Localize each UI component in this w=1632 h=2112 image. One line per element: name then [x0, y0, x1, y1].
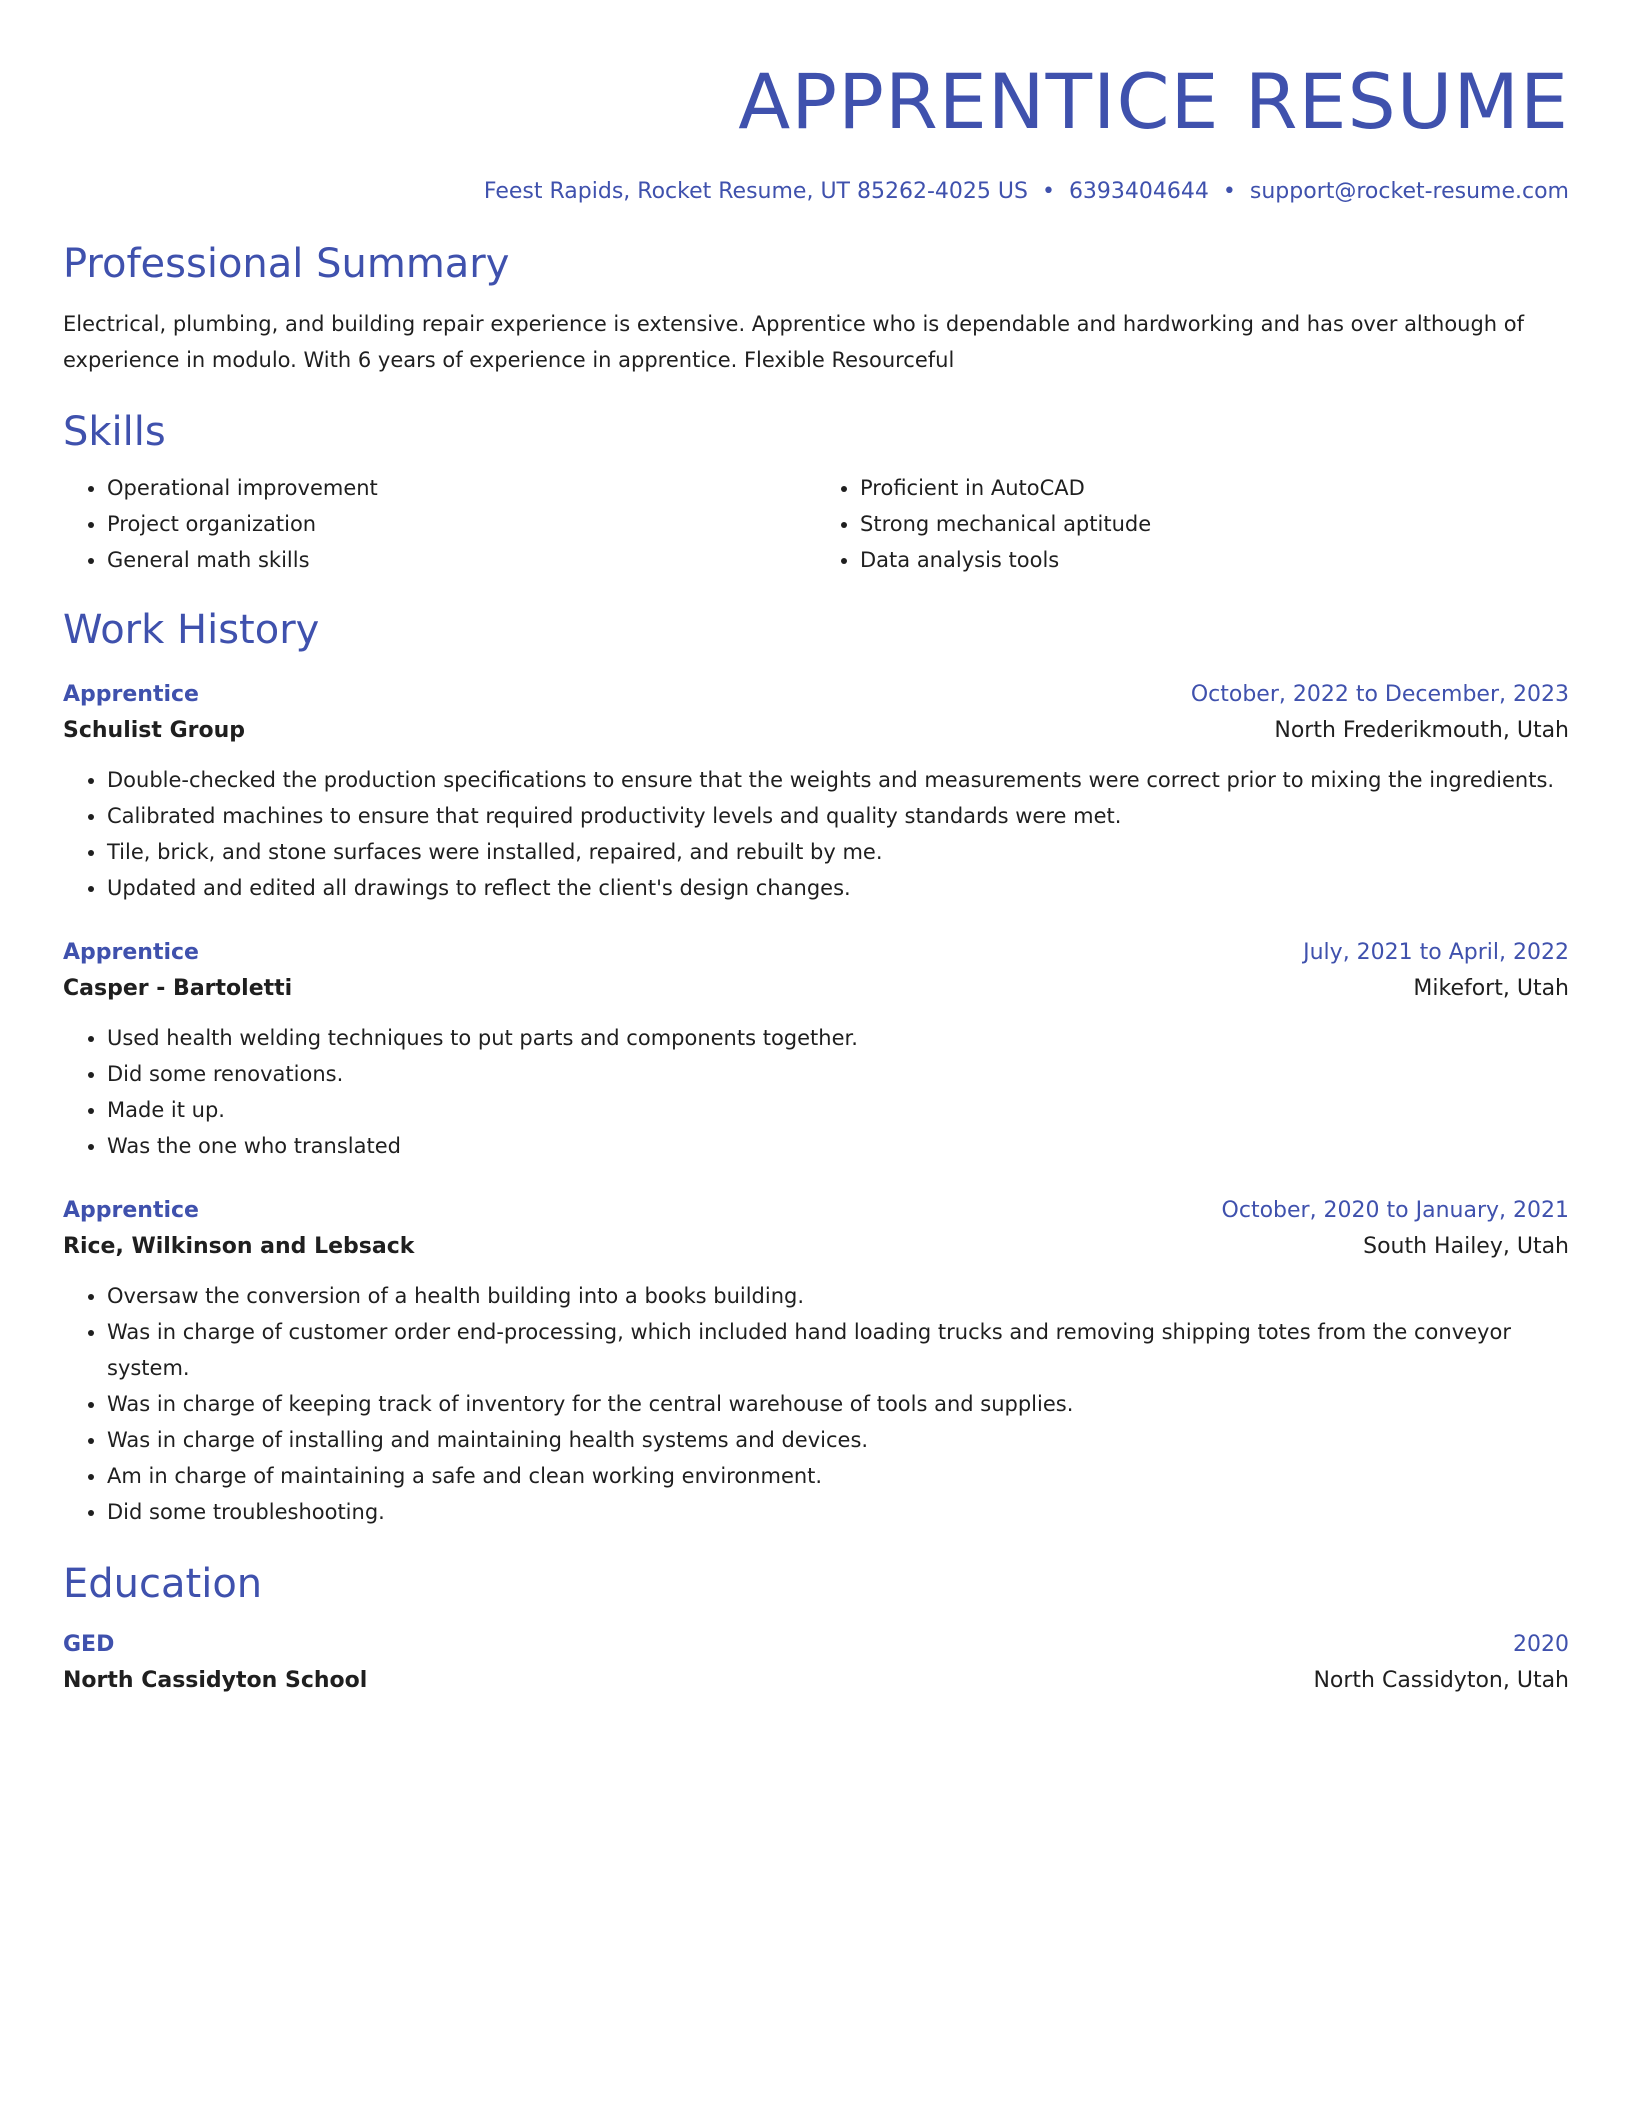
skill-item: • General math skills [107, 542, 816, 578]
job-bullet: • Was in charge of installing and maintaining health systems and devices. [107, 1422, 1569, 1458]
job-dates: July, 2021 to April, 2022 [1303, 940, 1569, 965]
job-dates: October, 2020 to January, 2021 [1221, 1198, 1569, 1223]
education-degree: GED [63, 1632, 115, 1657]
skill-item: • Operational improvement [107, 470, 816, 506]
job-bullet: • Was in charge of customer order end-processing, which included hand loading trucks and removing shipping totes from the conveyor system. [107, 1314, 1569, 1386]
job-bullets [63, 1278, 1569, 1530]
job-bullet: • Am in charge of maintaining a safe and clean working environment. [107, 1458, 1569, 1494]
job-company: Rice, Wilkinson and Lebsack [63, 1234, 415, 1259]
education-entry [63, 1628, 1569, 1700]
resume-title: APPRENTICE RESUME [738, 57, 1569, 146]
job-bullet: • Calibrated machines to ensure that required productivity levels and quality standards were met. [107, 798, 1569, 834]
job-bullet: • Did some troubleshooting. [107, 1494, 1569, 1530]
job-bullet: • Used health welding techniques to put parts and components together. [107, 1020, 1569, 1056]
education-heading: Education [63, 1561, 263, 1607]
job-bullet: • Did some renovations. [107, 1056, 1569, 1092]
job-bullet: • Tile, brick, and stone surfaces were installed, repaired, and rebuilt by me. [107, 834, 1569, 870]
job-company: Casper - Bartoletti [63, 976, 293, 1001]
skills-column-left [63, 470, 816, 578]
education-year: 2020 [1513, 1632, 1569, 1657]
job-header-row [63, 936, 1569, 970]
job-location: South Hailey, Utah [1363, 1234, 1569, 1259]
education-school: North Cassidyton School [63, 1668, 368, 1693]
job-title: Apprentice [63, 1198, 199, 1223]
skill-item: • Proficient in AutoCAD [860, 470, 1569, 506]
education-header-row [63, 1628, 1569, 1662]
job-bullet: • Was in charge of keeping track of inventory for the central warehouse of tools and supplies. [107, 1386, 1569, 1422]
job-company-row [63, 1228, 1569, 1266]
contact-separator: • [1041, 179, 1055, 204]
contact-address: Feest Rapids, Rocket Resume, UT 85262-4025 US [483, 179, 1028, 204]
skill-item: • Data analysis tools [860, 542, 1569, 578]
summary-text: Electrical, plumbing, and building repair experience is extensive. Apprentice who is dependable and hardworking and has over although of experience in modulo. With 6 years of experience in apprentice. Flexible Resourceful [63, 312, 1525, 372]
education-location: North Cassidyton, Utah [1313, 1668, 1569, 1693]
skill-item: • Strong mechanical aptitude [860, 506, 1569, 542]
job-bullet: • Double-checked the production specifications to ensure that the weights and measurements were correct prior to mixing the ingredients. [107, 762, 1569, 798]
resume-header [63, 0, 1569, 208]
job-entry [63, 678, 1569, 906]
contact-email: support@rocket-resume.com [1249, 179, 1569, 204]
job-company-row [63, 712, 1569, 750]
job-header-row [63, 678, 1569, 712]
skills-heading: Skills [63, 409, 166, 455]
contact-phone: 6393404644 [1068, 179, 1209, 204]
education-school-row [63, 1662, 1569, 1700]
job-bullet: • Updated and edited all drawings to reflect the client's design changes. [107, 870, 1569, 906]
job-dates: October, 2022 to December, 2023 [1190, 682, 1569, 707]
skills-column-right [816, 470, 1569, 578]
job-bullet: • Made it up. [107, 1092, 1569, 1128]
job-bullets [63, 1020, 1569, 1164]
job-header-row [63, 1194, 1569, 1228]
skill-item: • Project organization [107, 506, 816, 542]
job-entry [63, 936, 1569, 1164]
job-bullet: • Was the one who translated [107, 1128, 1569, 1164]
job-location: North Frederikmouth, Utah [1274, 718, 1569, 743]
job-company: Schulist Group [63, 718, 245, 743]
contact-line [63, 176, 1569, 208]
job-bullets [63, 762, 1569, 906]
skills-list [63, 470, 1569, 578]
job-title: Apprentice [63, 940, 199, 965]
contact-separator: • [1222, 179, 1236, 204]
job-entry [63, 1194, 1569, 1530]
job-title: Apprentice [63, 682, 199, 707]
job-company-row [63, 970, 1569, 1008]
job-location: Mikefort, Utah [1413, 976, 1569, 1001]
work-history-heading: Work History [63, 607, 320, 653]
job-bullet: • Oversaw the conversion of a health building into a books building. [107, 1278, 1569, 1314]
summary-heading: Professional Summary [63, 241, 510, 287]
